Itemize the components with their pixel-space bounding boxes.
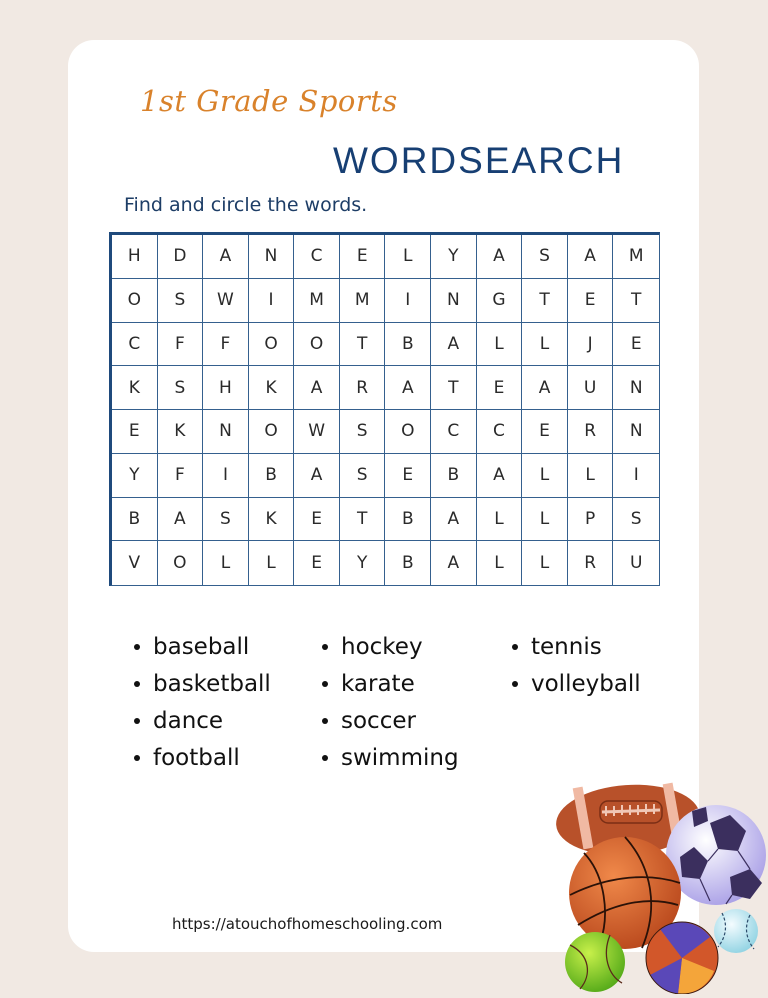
letter-grid: [109, 232, 660, 586]
sports-balls-illustration: [550, 765, 768, 994]
bullet-icon: [322, 755, 328, 761]
grid-cell[interactable]: W: [294, 410, 340, 454]
grid-cell[interactable]: A: [431, 323, 477, 367]
word-label: baseball: [153, 633, 250, 660]
word-list-item: [512, 665, 641, 702]
grid-cell[interactable]: Y: [340, 541, 386, 585]
grid-cell[interactable]: R: [568, 410, 614, 454]
grid-cell[interactable]: E: [568, 279, 614, 323]
word-list-item: [322, 739, 459, 776]
grid-cell[interactable]: C: [112, 323, 158, 367]
grid-cell[interactable]: K: [112, 366, 158, 410]
grid-cell[interactable]: N: [431, 279, 477, 323]
grid-cell[interactable]: B: [385, 498, 431, 542]
bullet-icon: [512, 681, 518, 687]
word-label: dance: [153, 707, 224, 734]
grid-cell[interactable]: A: [385, 366, 431, 410]
grid-cell[interactable]: J: [568, 323, 614, 367]
word-list-item: [322, 628, 459, 665]
worksheet-title: WORDSEARCH: [333, 140, 625, 181]
grid-cell[interactable]: A: [477, 454, 523, 498]
grid-cell[interactable]: E: [340, 235, 386, 279]
grid-cell[interactable]: K: [249, 366, 295, 410]
grid-cell[interactable]: M: [294, 279, 340, 323]
grid-cell[interactable]: A: [431, 498, 477, 542]
word-list-item: [134, 665, 271, 702]
grid-cell[interactable]: H: [203, 366, 249, 410]
baseball-icon: [714, 909, 758, 953]
word-label: swimming: [341, 744, 459, 771]
word-label: hockey: [341, 633, 423, 660]
grid-cell[interactable]: N: [249, 235, 295, 279]
grid-cell[interactable]: B: [385, 323, 431, 367]
grid-cell[interactable]: T: [340, 498, 386, 542]
grid-cell[interactable]: G: [477, 279, 523, 323]
grid-cell[interactable]: B: [112, 498, 158, 542]
grid-cell[interactable]: O: [249, 410, 295, 454]
grid-cell[interactable]: I: [203, 454, 249, 498]
grid-cell[interactable]: L: [477, 323, 523, 367]
grid-cell[interactable]: C: [477, 410, 523, 454]
grid-cell[interactable]: N: [203, 410, 249, 454]
grid-cell[interactable]: E: [294, 498, 340, 542]
word-list-column-3: [512, 628, 641, 702]
grid-cell[interactable]: A: [431, 541, 477, 585]
grid-cell[interactable]: O: [158, 541, 204, 585]
grid-cell[interactable]: A: [522, 366, 568, 410]
grid-cell[interactable]: N: [613, 366, 659, 410]
bullet-icon: [134, 718, 140, 724]
grid-cell[interactable]: O: [385, 410, 431, 454]
grid-cell[interactable]: A: [294, 454, 340, 498]
grid-cell[interactable]: K: [249, 498, 295, 542]
grid-cell[interactable]: Y: [112, 454, 158, 498]
grid-cell[interactable]: O: [249, 323, 295, 367]
grid-cell[interactable]: E: [112, 410, 158, 454]
grid-cell[interactable]: K: [158, 410, 204, 454]
grid-cell[interactable]: I: [613, 454, 659, 498]
bullet-icon: [134, 755, 140, 761]
instructions-text: Find and circle the words.: [124, 194, 368, 216]
word-list-item: [134, 739, 271, 776]
grid-cell[interactable]: L: [522, 498, 568, 542]
grid-cell[interactable]: A: [477, 235, 523, 279]
grid-cell[interactable]: S: [522, 235, 568, 279]
word-label: karate: [341, 670, 415, 697]
grid-cell[interactable]: E: [385, 454, 431, 498]
word-list-item: [322, 665, 459, 702]
grid-cell[interactable]: S: [340, 410, 386, 454]
grid-cell[interactable]: C: [431, 410, 477, 454]
grid-cell[interactable]: A: [203, 235, 249, 279]
grid-cell[interactable]: T: [613, 279, 659, 323]
grid-cell[interactable]: O: [112, 279, 158, 323]
word-list-item: [134, 702, 271, 739]
grid-cell[interactable]: R: [340, 366, 386, 410]
grid-cell[interactable]: E: [613, 323, 659, 367]
word-list-item: [322, 702, 459, 739]
bullet-icon: [134, 681, 140, 687]
grid-cell[interactable]: L: [249, 541, 295, 585]
word-list-column-1: [134, 628, 271, 776]
grid-cell[interactable]: T: [340, 323, 386, 367]
grid-cell[interactable]: A: [294, 366, 340, 410]
grid-cell[interactable]: A: [568, 235, 614, 279]
grid-cell[interactable]: T: [431, 366, 477, 410]
word-label: soccer: [341, 707, 416, 734]
word-list-column-2: [322, 628, 459, 776]
grid-cell[interactable]: E: [477, 366, 523, 410]
word-list-item: [512, 628, 641, 665]
grid-cell[interactable]: L: [477, 498, 523, 542]
grid-cell[interactable]: B: [385, 541, 431, 585]
grid-cell[interactable]: S: [158, 279, 204, 323]
word-label: football: [153, 744, 240, 771]
grid-cell[interactable]: F: [158, 454, 204, 498]
grid-cell[interactable]: W: [203, 279, 249, 323]
grid-cell[interactable]: F: [203, 323, 249, 367]
grid-cell[interactable]: M: [613, 235, 659, 279]
word-label: volleyball: [531, 670, 641, 697]
grid-cell[interactable]: L: [522, 454, 568, 498]
grid-cell[interactable]: L: [522, 541, 568, 585]
bullet-icon: [134, 644, 140, 650]
grid-cell[interactable]: L: [568, 454, 614, 498]
word-label: tennis: [531, 633, 602, 660]
grid-cell[interactable]: S: [340, 454, 386, 498]
grid-cell[interactable]: L: [385, 235, 431, 279]
grid-cell[interactable]: I: [385, 279, 431, 323]
grid-cell[interactable]: E: [522, 410, 568, 454]
soccer-ball-icon: [666, 805, 766, 905]
grid-cell[interactable]: L: [203, 541, 249, 585]
grid-cell[interactable]: M: [340, 279, 386, 323]
grid-cell[interactable]: S: [203, 498, 249, 542]
volleyball-icon: [646, 922, 718, 994]
tennis-ball-icon: [565, 932, 625, 992]
grid-cell[interactable]: O: [294, 323, 340, 367]
grid-cell[interactable]: L: [477, 541, 523, 585]
bullet-icon: [322, 718, 328, 724]
grid-cell[interactable]: A: [158, 498, 204, 542]
grid-cell[interactable]: Y: [431, 235, 477, 279]
worksheet-subtitle: 1st Grade Sports: [140, 84, 398, 118]
bullet-icon: [322, 644, 328, 650]
grid-cell[interactable]: D: [158, 235, 204, 279]
grid-cell[interactable]: B: [249, 454, 295, 498]
word-label: basketball: [153, 670, 271, 697]
grid-cell[interactable]: I: [249, 279, 295, 323]
grid-cell[interactable]: F: [158, 323, 204, 367]
grid-cell[interactable]: L: [522, 323, 568, 367]
footer-url: https://atouchofhomeschooling.com: [172, 915, 443, 933]
grid-cell[interactable]: U: [629, 553, 643, 574]
bullet-icon: [322, 681, 328, 687]
word-list-item: [134, 628, 271, 665]
grid-cell[interactable]: T: [522, 279, 568, 323]
grid-cell[interactable]: N: [613, 410, 659, 454]
grid-cell[interactable]: C: [294, 235, 340, 279]
grid-cell[interactable]: B: [431, 454, 477, 498]
grid-cell[interactable]: H: [112, 235, 158, 279]
grid-cell[interactable]: V: [112, 541, 158, 585]
grid-cell[interactable]: E: [294, 541, 340, 585]
grid-cell[interactable]: S: [158, 366, 204, 410]
grid-cell[interactable]: R: [568, 541, 614, 585]
grid-cell[interactable]: S: [613, 498, 659, 542]
grid-cell[interactable]: U: [568, 366, 614, 410]
grid-cell[interactable]: P: [568, 498, 614, 542]
bullet-icon: [512, 644, 518, 650]
